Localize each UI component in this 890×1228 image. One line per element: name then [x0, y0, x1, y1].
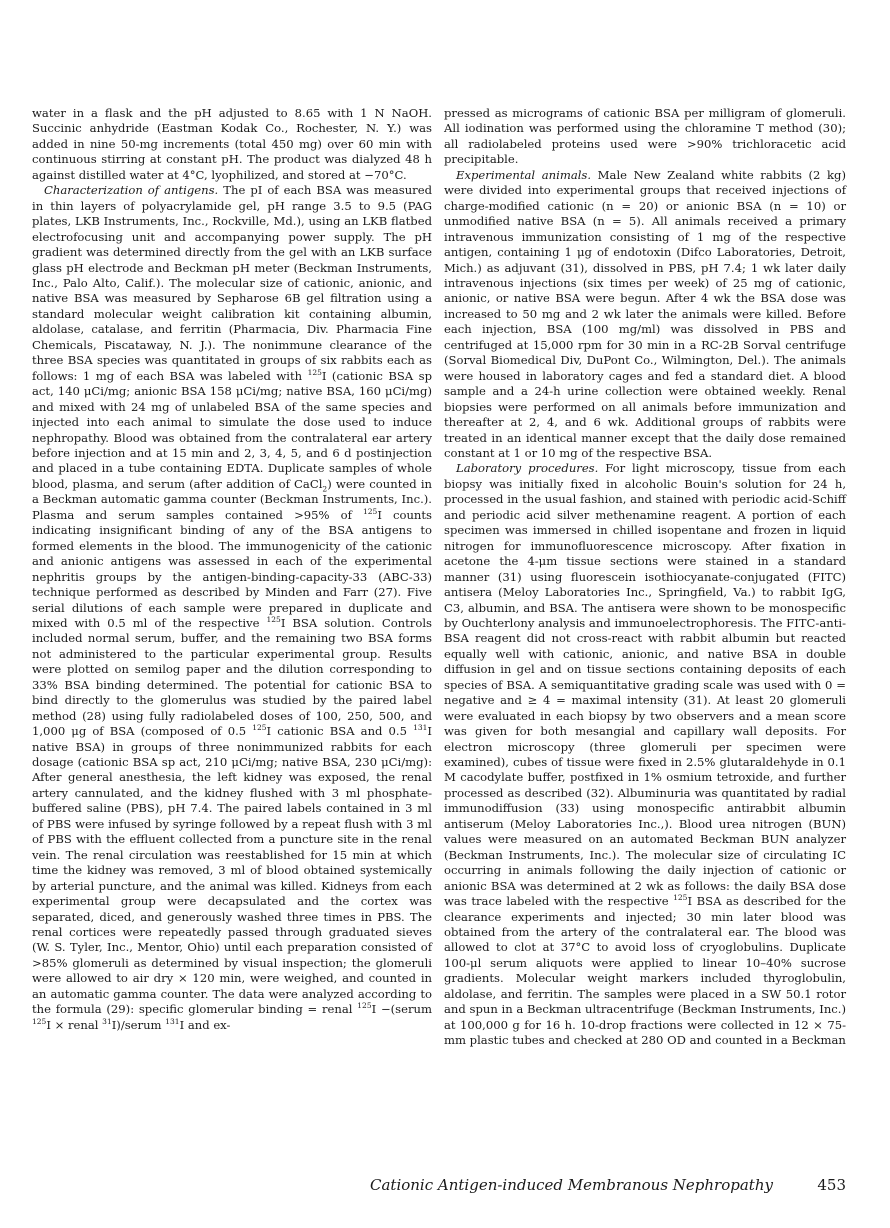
text-run: I and ex- — [179, 1017, 231, 1032]
isotope-superscript: 125 — [32, 1016, 47, 1026]
text-run: I −(serum — [371, 1002, 432, 1017]
isotope-superscript: 31 — [102, 1016, 112, 1026]
paragraph-expressed-continuation: pressed as micrograms of cationic BSA per milligram of glomeruli. All iodination was performed using the chloramine T method (30); all radiolabeled proteins used were >90% trichloracetic acid precipitable. — [444, 106, 846, 167]
text-run: For light microscopy, tissue from each biopsy was initially fixed in alcoholic Bouin's solution for 24 h, processed in the usual fashion, and stained with periodic acid-Schiff and periodic acid silver methenamine reagent. A portion of each specimen was immersed in chilled isopentane and frozen in liquid nitrogen for immunofluorescence microscopy. After fixation in acetone the 4-μm tissue sections were stained in a standard manner (31) using fluorescein isothiocyanate-conjugated (FITC) antisera (Meloy Laboratories Inc., Springfield, Va.) to rabbit IgG, C3, albumin, and BSA. The antisera were shown to be monospecific by Ouchterlony analysis and immunoelectrophoresis. The FITC-anti-BSA reagent did not cross-react with rabbit albumin but reacted equally well with cationic, anionic, and native BSA in double diffusion in gel and on tissue sections containing deposits of each species of BSA. A semiquantitative grading scale was used with 0 = negative and ≥ 4 = maximal intensity (31). At least 20 glomeruli were evaluated in each biopsy by two observers and a mean score was given for both mesangial and capillary wall deposits. For electron microscopy (three glomeruli per specimen were examined), cubes of tissue were fixed in 2.5% glutaraldehyde in 0.1 M cacodylate buffer, postfixed in 1% osmium tetroxide, and further processed as described (32). Albuminuria was quantitated by radial immunodiffusion (33) using monospecific antirabbit albumin antiserum (Meloy Laboratories Inc.,). Blood urea nitrogen (BUN) values were measured on an automated Beckman BUN analyzer (Beckman Instruments, Inc.). The molecular size of circulating IC occurring in animals following the daily injection of cationic or anionic BSA was determined at 2 wk as follows: the daily BSA dose was trace labeled with the respective — [444, 461, 846, 909]
text-run: I BSA as described for the clearance experiments and injected; 30 min later blood was obtained from the artery of the contralateral ear. The blood was allowed to clot at 37°C to avoid loss of cryoglobulins. Duplicate 100-μl serum aliquots were applied to linear 10–40% sucrose gradients. Molecular weight markers included thyroglobulin, aldolase, and ferritin. The samples were placed in a SW 50.1 rotor and spun in a Beckman ultracentrifuge (Beckman Instruments, Inc.) at 100,000 g for 16 h. 10-drop fractions were collected in 12 × 75-mm plastic tubes and checked at 280 OD and counted in a Beckman — [444, 894, 846, 1048]
running-title: Cationic Antigen-induced Membranous Nephropathy — [370, 1176, 773, 1194]
right-column — [444, 106, 846, 1049]
text-run: I counts indicating insignificant binding of any of the BSA antigens to formed elements in the blood. The immunogenicity of the cationic and anionic antigens was assessed in each of the experimental nephritis groups by the antigen-binding-capacity-33 (ABC-33) technique performed as described by Minden and Farr (27). Five serial dilutions of each sample were prepared in duplicate and mixed with 0.5 ml of the respective — [32, 507, 432, 630]
section-heading-characterization: Characterization of antigens. — [44, 183, 219, 198]
page-number: 453 — [817, 1176, 846, 1194]
text-run: I native BSA) in groups of three nonimmunized rabbits for each dosage (cationic BSA sp act, 210 μCi/mg; native BSA, 230 μCi/mg): After general anesthesia, the left kidney was exposed, the renal artery cannulated, and the kidney flushed with 3 ml phosphate-buffered saline (PBS), pH 7.4. The paired labels contained in 3 ml of PBS were infused by syringe followed by a repeat flush with 3 ml of PBS with the effluent collected from a puncture site in the renal vein. The renal circulation was reestablished for 15 min at which time the kidney was removed, 3 ml of blood obtained systemically by arterial puncture, and the animal was killed. Kidneys from each experimental group were decapsulated and the cortex was separated, diced, and generously washed three times in PBS. The renal cortices were repeatedly passed through graduated sieves (W. S. Tyler, Inc., Mentor, Ohio) until each preparation consisted of >85% glomeruli as determined by visual inspection; the glomeruli were allowed to air dry × 120 min, were weighed, and counted in an automatic gamma counter. The data were analyzed according to the formula (29): specific glomerular binding = renal — [32, 724, 432, 1017]
text-run: Male New Zealand white rabbits (2 kg) were divided into experimental groups that received injections of charge-modified cationic (n = 20) or anionic BSA (n = 10) or unmodified native BSA (n = 5). All animals received a primary intravenous immunization consisting of 1 mg of the respective antigen, containing 1 μg of endotoxin (Difco Laboratories, Detroit, Mich.) as adjuvant (31), dissolved in PBS, pH 7.4; 1 wk later daily intravenous injections (six times per week) of 25 mg of cationic, anionic, or native BSA were begun. After 4 wk the BSA dose was increased to 50 mg and 2 wk later the animals were killed. Before each injection, BSA (100 mg/ml) was dissolved in PBS and centrifuged at 15,000 rpm for 30 min in a RC-2B Sorval centrifuge (Sorval Biomedical Div, DuPont Co., Wilmington, Del.). The animals were housed in laboratory cages and fed a standard diet. A blood sample and a 24-h urine collection were obtained weekly. Renal biopsies were performed on all animals before immunization and thereafter at 2, 4, and 6 wk. Additional groups of rabbits were treated in an identical manner except that the daily dose remained constant at 1 or 10 mg of the respective BSA. — [444, 167, 846, 460]
paragraph-succinylation-end: water in a flask and the pH adjusted to 8.65 with 1 N NaOH. Succinic anhydride (Eastman Kodak Co., Rochester, N. Y.) was added in nine 50-mg increments (total 450 mg) over 60 min with continuous stirring at constant pH. The product was dialyzed 48 h against distilled water at 4°C, lyophilized, and stored at −70°C. — [32, 106, 432, 182]
text-run: I (cationic BSA sp act, 140 μCi/mg; anionic BSA 158 μCi/mg; native BSA, 160 μCi/mg) and mixed with 24 mg of unlabeled BSA of the same species and injected into each animal to simulate the dose used to induce nephropathy. Blood was obtained from the contralateral ear artery before injection and at 15 min and 2, 3, 4, 5, and 6 d postinjection and placed in a tube containing EDTA. Duplicate samples of whole blood, plasma, and serum (after addition of CaCl — [32, 368, 432, 491]
text-run: ) were counted in a Beckman automatic gamma counter (Beckman Instruments, Inc.). Plasma and serum samples contained >95% of — [32, 476, 433, 522]
text-run: I)/serum — [111, 1017, 166, 1032]
text-run: I BSA solution. Controls included normal serum, buffer, and the remaining two BSA forms not administered to the particular experimental group. Results were plotted on semilog paper and the dilution corresponding to 33% BSA binding determined. The potential for cationic BSA to bind directly to the glomerulus was studied by the paired label method (28) using fully radiolabeled doses of 100, 250, 500, and 1,000 μg of BSA (composed of 0.5 — [32, 615, 432, 739]
text-run: The pI of each BSA was measured in thin layers of polyacrylamide gel, pH range 3.5 to 9.5 (PAG plates, LKB Instruments, Inc., Rockville, Md.), using an LKB flatbed electrofocusing unit and accompanying power supply. The pH gradient was determined directly from the gel with an LKB surface glass pH electrode and Beckman pH meter (Beckman Instruments, Inc., Palo Alto, Calif.). The molecular size of cationic, anionic, and native BSA was measured by Sepharose 6B gel filtration using a standard molecular weight calibration kit containing albumin, aldolase, catalase, and ferritin (Pharmacia, Div. Pharmacia Fine Chemicals, Piscataway, N. J.). The nonimmune clearance of the three BSA species was quantitated in groups of six rabbits each as follows: 1 mg of each BSA was labeled with — [32, 183, 432, 383]
text-run: I × renal — [46, 1017, 103, 1032]
section-heading-laboratory-procedures: Laboratory procedures. — [456, 461, 599, 476]
left-column — [32, 106, 432, 1033]
paragraph-laboratory-procedures — [444, 461, 846, 1048]
isotope-superscript: 131 — [165, 1016, 180, 1026]
isotope-superscript: 131 — [413, 723, 428, 733]
isotope-superscript: 125 — [357, 1001, 372, 1011]
isotope-superscript: 125 — [307, 367, 322, 377]
isotope-superscript: 125 — [362, 506, 378, 516]
paragraph-experimental-animals — [444, 168, 846, 462]
chemical-subscript: 2 — [322, 484, 328, 494]
isotope-superscript: 125 — [266, 615, 281, 625]
paragraph-characterization-of-antigens — [32, 183, 432, 1033]
text-run: I cationic BSA and 0.5 — [266, 724, 414, 739]
section-heading-experimental-animals: Experimental animals. — [456, 167, 592, 182]
isotope-superscript: 125 — [673, 893, 688, 903]
isotope-superscript: 125 — [252, 723, 267, 733]
